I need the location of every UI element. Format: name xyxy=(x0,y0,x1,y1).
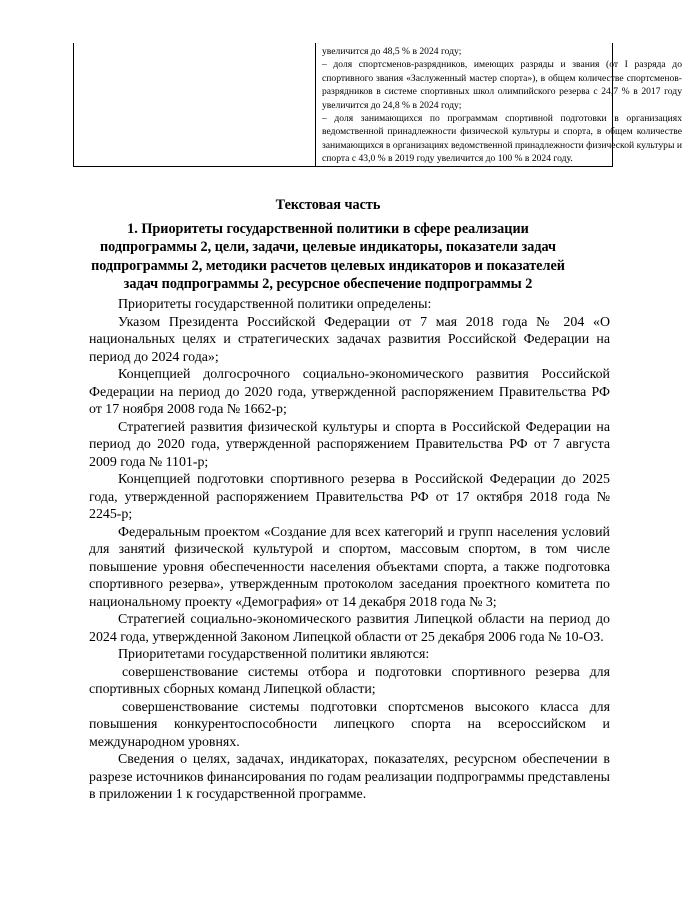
paragraph: Приоритетами государственной политики являются: xyxy=(118,647,430,662)
paragraph: Концепцией долгосрочного социально-экономического развития Российской Федерации на период до 2020 года, утвержденной распоряжением Правительства РФ от 17 ноября 2008 года № 1662-р; xyxy=(89,367,610,417)
paragraph: Сведения о целях, задачах, индикаторах, показателях, ресурсном обеспечении в разрезе источников финансирования по годам реализации подпрограммы представлены в приложении 1 к государственной программе. xyxy=(89,752,610,802)
table-fragment xyxy=(73,43,682,167)
table-line: – доля занимающихся по программам спортивной подготовки в организациях ведомственной принадлежности физической культуры и спорта, в общем количестве занимающихся в организациях ведомственной принадлежности физической культуры и спорта с 43,0 % в 2019 году увеличится до 100 % в 2024 году. xyxy=(322,113,682,165)
paragraph: совершенствование системы подготовки спортсменов высокого класса для повышения конкурентоспособности липецкого спорта на всероссийском и международном уровнях. xyxy=(89,699,610,750)
table-cell-indicators xyxy=(322,45,682,166)
paragraph: Приоритеты государственной политики определены: xyxy=(118,297,432,312)
section-heading: Текстовая часть xyxy=(275,197,381,213)
paragraph: Указом Президента Российской Федерации от 7 мая 2018 года № 204 «О национальных целях и стратегических задачах развития Российской Федерации на период до 2024 года»; xyxy=(89,314,610,365)
subsection-heading: 1. Приоритеты государственной политики в сфере реализации подпрограммы 2, цели, задачи, целевые индикаторы, показатели задач подпрограммы 2, методики расчетов целевых индикаторов и показателей задач подпрограммы 2, ресурсное обеспечение подпрограммы 2 xyxy=(91,221,565,293)
paragraph: совершенствование системы отбора и подготовки спортивного резерва для спортивных сборных команд Липецкой области; xyxy=(89,664,610,697)
paragraph: Стратегией развития физической культуры и спорта в Российской Федерации на период до 2020 года, утвержденной распоряжением Правительства РФ от 7 августа 2009 года № 1101-р; xyxy=(89,419,610,470)
paragraph: Федеральным проектом «Создание для всех категорий и групп населения условий для занятий физической культурой и спортом, массовым спортом, в том числе повышение уровня обеспеченности населения объектами спорта, а также подготовка спортивного резерва», утвержденным протоколом заседания проектного комитета по национальному проекту «Демография» от 14 декабря 2018 года № 3; xyxy=(89,524,610,610)
table-line: увеличится до 48,5 % в 2024 году; xyxy=(322,46,462,57)
paragraph: Концепцией подготовки спортивного резерва в Российской Федерации до 2025 года, утвержденной распоряжением Правительства РФ от 17 октября 2018 года № 2245-р; xyxy=(89,472,610,522)
paragraph: Стратегией социально-экономического развития Липецкой области на период до 2024 года, утвержденной Законом Липецкой области от 25 декабря 2006 года № 10-ОЗ. xyxy=(89,612,610,645)
table-column-divider xyxy=(315,43,316,166)
table-line: – доля спортсменов-разрядников, имеющих разряды и звания (от I разряда до спортивного звания «Заслуженный мастер спорта»), в общем количестве спортсменов-разрядников в системе спортивных школ олимпийского резерва с 24,7 % в 2017 году увеличится до 24,8 % в 2024 году; xyxy=(322,59,682,111)
body-text xyxy=(89,296,610,804)
